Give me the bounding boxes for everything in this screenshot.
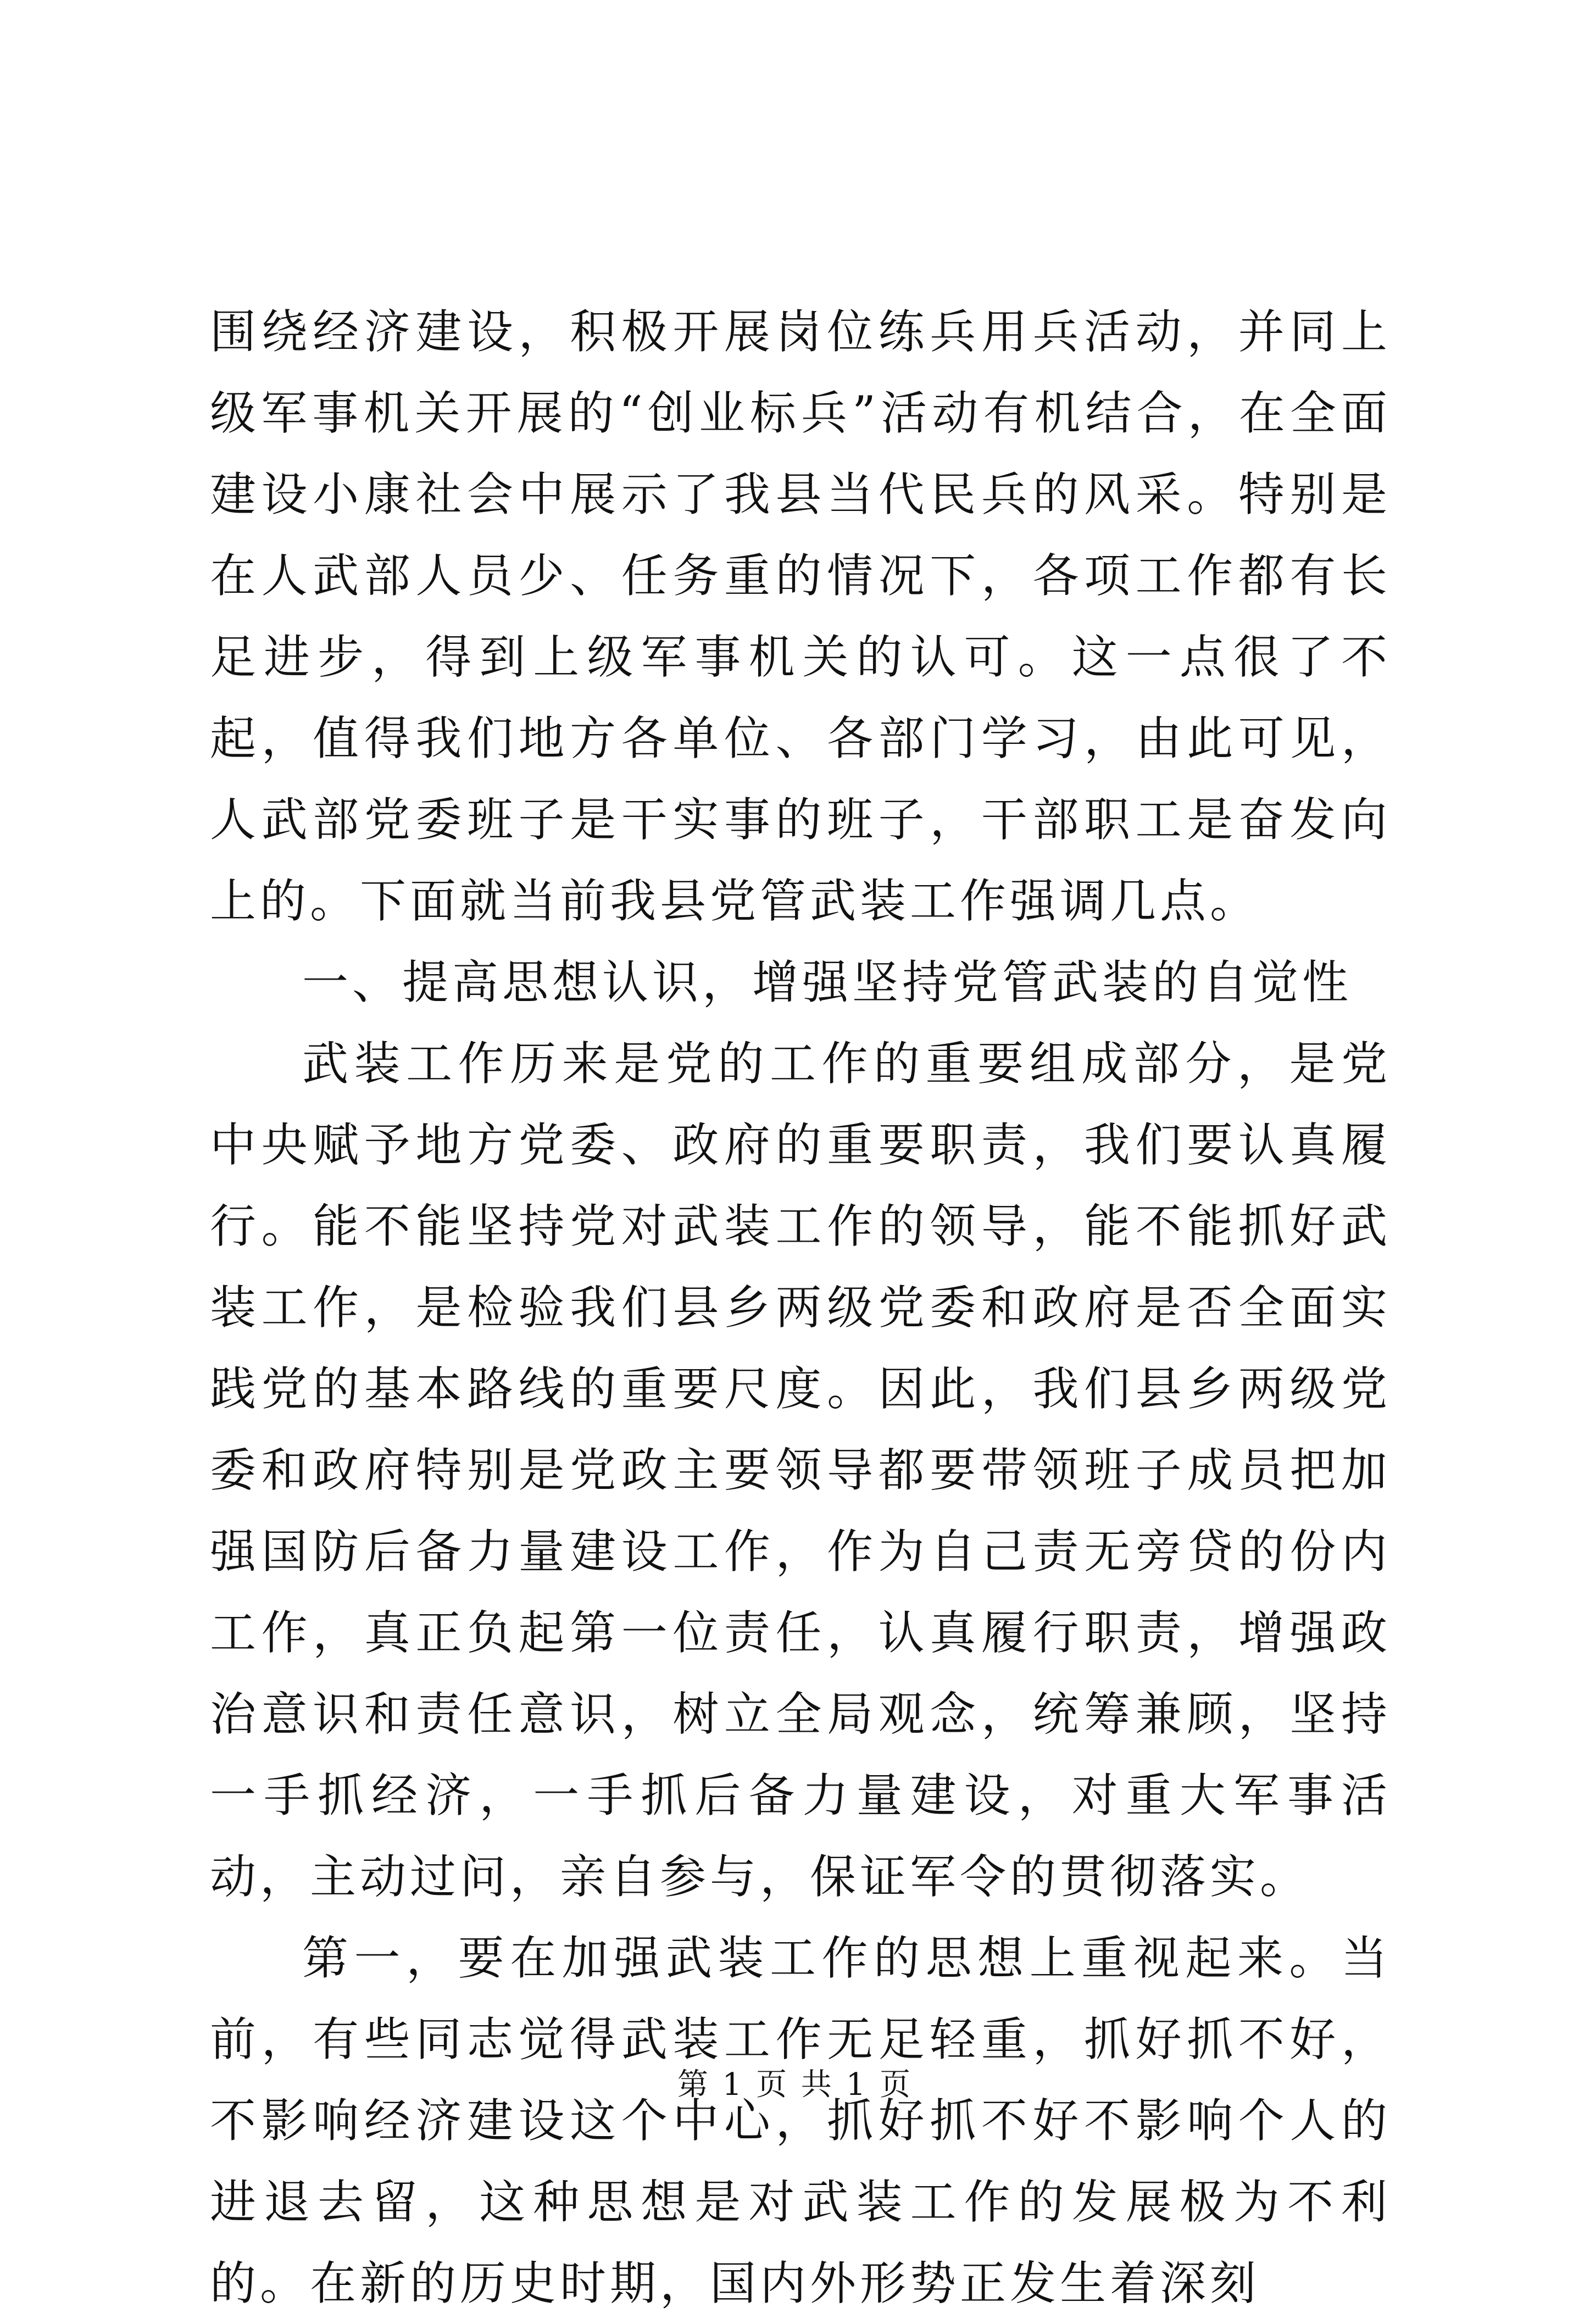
paragraph-first-point: 第一，要在加强武装工作的思想上重视起来。当前，有些同志觉得武装工作无足轻重，抓好抓不好，不影响经济建设这个中心，抓好抓不好不影响个人的进退去留，这种思想是对武装工作的发展极为不利的。在新的历史时期，国内外形势正发生着深刻 — [210, 1931, 1391, 2310]
paragraph-continuation: 围绕经济建设，积极开展岗位练兵用兵活动，并同上级军事机关开展的“创业标兵”活动有机结合，在全面建设小康社会中展示了我县当代民兵的风采。特别是在人武部人员少、任务重的情况下，各项工作都有长足进步，得到上级军事机关的认可。这一点很了不起，值得我们地方各单位、各部门学习，由此可见，人武部党委班子是干实事的班子，干部职工是奋发向上的。下面就当前我县党管武装工作强调几点。 — [210, 305, 1391, 928]
paragraph-armed-forces-work: 武装工作历来是党的工作的重要组成部分，是党中央赋予地方党委、政府的重要职责，我们要认真履行。能不能坚持党对武装工作的领导，能不能抓好武装工作，是检验我们县乡两级党委和政府是否全面实践党的基本路线的重要尺度。因此，我们县乡两级党委和政府特别是党政主要领导都要带领班子成员把加强国防后备力量建设工作，作为自己责无旁贷的份内工作，真正负起第一位责任，认真履行职责，增强政治意识和责任意识，树立全局观念，统筹兼顾，坚持一手抓经济，一手抓后备力量建设，对重大军事活动，主动过问，亲自参与，保证军令的贯彻落实。 — [210, 1037, 1391, 1904]
page-footer: 第 1 页 共 1 页 — [677, 2067, 913, 2103]
document-body — [210, 291, 1391, 2324]
section-heading: 一、提高思想认识，增强坚持党管武装的自觉性 — [302, 955, 1353, 1009]
